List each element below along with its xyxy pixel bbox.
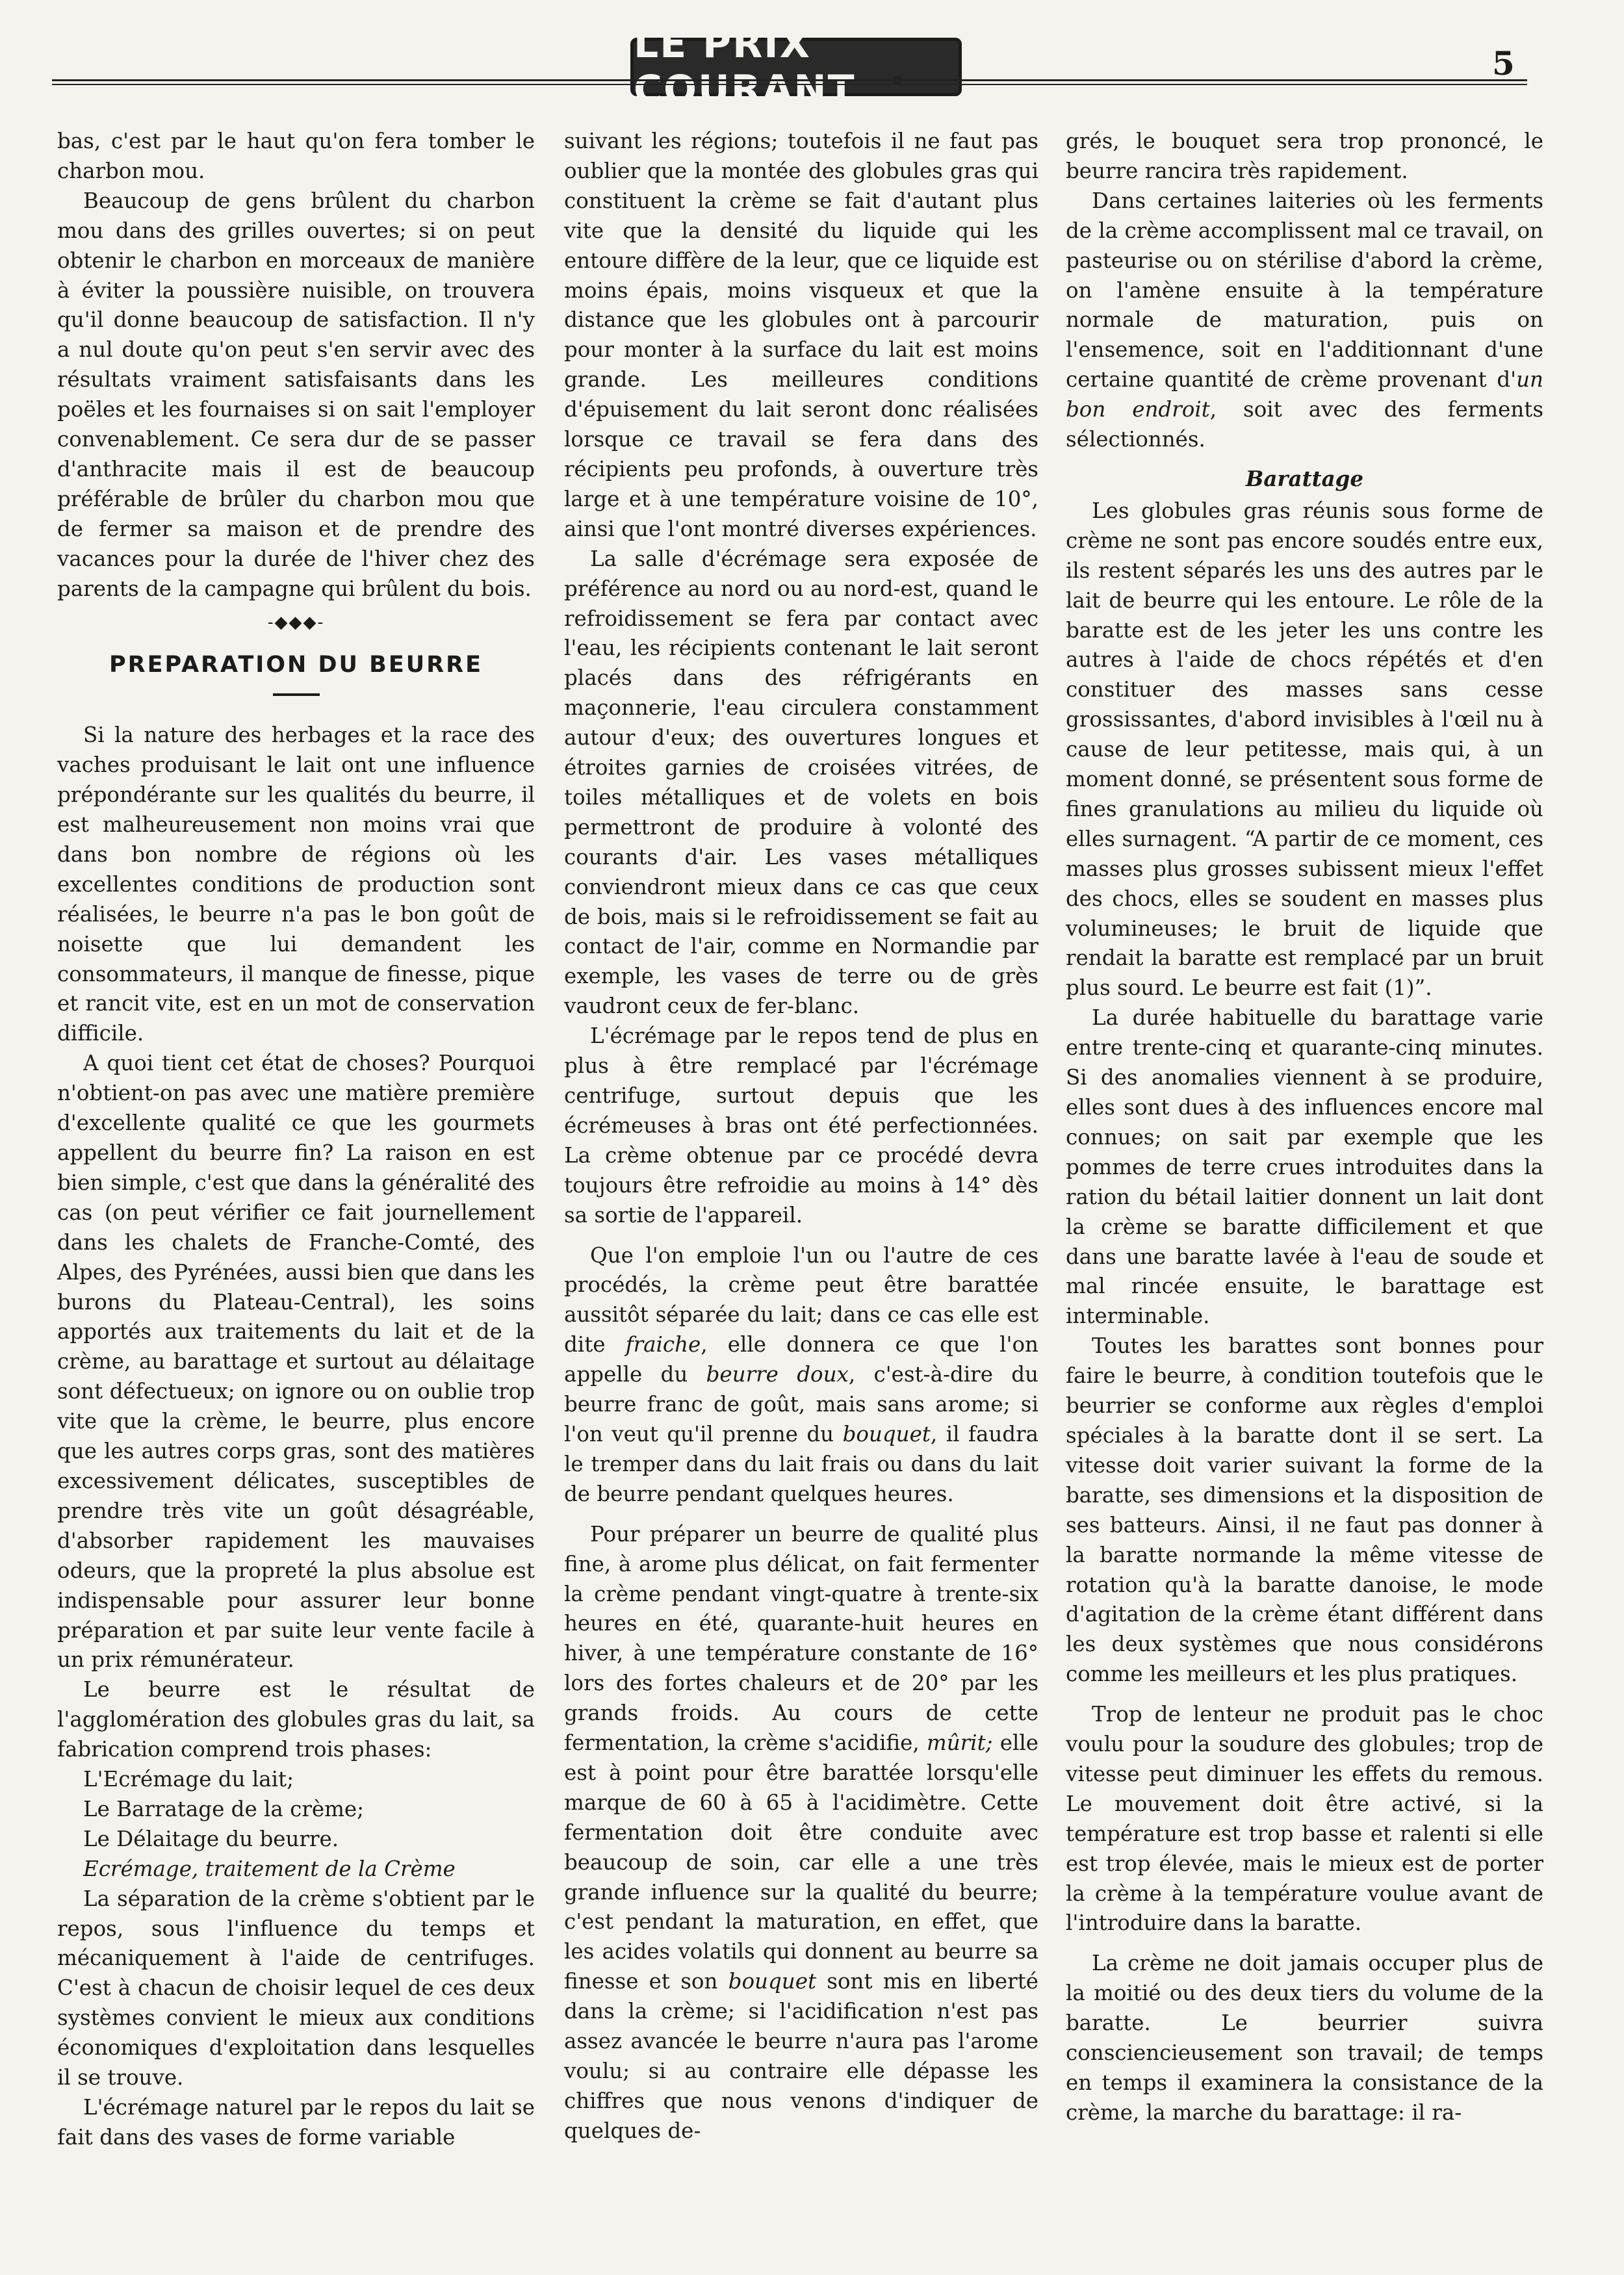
column-3 (1066, 127, 1543, 2128)
emphasis: bouquet (728, 1969, 817, 1994)
paragraph (1066, 186, 1543, 455)
paragraph (564, 1241, 1038, 1510)
emphasis: fraiche (625, 1332, 701, 1357)
paragraph: A quoi tient cet état de choses? Pourquoi n'obtient-on pas avec une matière première d'excellente qualité ce que les gourmets appellent du beurre fin? La raison en est bien simple, c'est que dans la généralité des cas (on peut vérifier ce fait journellement dans les chalets de Franche-Comté, des Alpes, des Pyrénées, aussi bien que dans les burons du Plateau-Central), les soins apportés aux traitements du lait et de la crème, au barattage et surtout au délaitage sont défectueux; on ignore ou on oublie trop vite que la crème, le beurre, plus encore que les autres corps gras, sont des matières excessivement délicates, susceptibles de prendre très vite un goût désagréable, d'absorber rapidement les mauvaises odeurs, que la propreté la plus absolue est indispensable pour assurer leur bonne préparation et par suite leur vente facile à un prix rémunérateur. (57, 1051, 535, 1673)
list-item: Le Délaitage du beurre. (83, 1826, 339, 1851)
text-run: , il faudra le tremper dans du lait frais ou dans du lait de beurre pendant quelques heures. (564, 1421, 1038, 1506)
paragraph: bas, c'est par le haut qu'on fera tomber le charbon mou. (57, 129, 535, 183)
text-run: , elle donnera ce que l'on appelle du (564, 1332, 1038, 1387)
page-number: 5 (1492, 44, 1515, 83)
header-rule-ornament (893, 75, 902, 84)
header-rule (52, 79, 1527, 85)
emphasis: beurre doux (706, 1362, 849, 1387)
masthead (0, 21, 1624, 112)
paragraph: Toutes les barattes sont bonnes pour faire le beurre, à condition toutefois que le beurrier se conforme aux règles d'emploi spéciales à la baratte dont il se sert. La vitesse doit varier suivant la forme de la baratte, ses dimensions et la disposition de ses batteurs. Ainsi, il ne faut pas donner à la baratte normande la même vitesse de rotation qu'à la baratte danoise, le mode d'agitation de la crème étant différent dans les deux systèmes que nous considérons comme les meilleurs et les plus pratiques. (1066, 1333, 1543, 1687)
paragraph: L'écrémage naturel par le repos du lait se fait dans des vases de forme variable (57, 2095, 535, 2150)
paragraph: L'écrémage par le repos tend de plus en plus à être remplacé par l'écrémage centrifuge, surtout depuis que les écrémeuses à bras ont été perfectionnées. La crème obtenue par ce procédé devra toujours être refroidie au moins à 14° dès sa sortie de l'appareil. (564, 1023, 1038, 1227)
paragraph: Beaucoup de gens brûlent du charbon mou dans des grilles ouvertes; si on peut obtenir le charbon en morceaux de manière à éviter la poussière nuisible, on trouvera qu'il donne beaucoup de satisfaction. Il n'y a nul doute qu'on peut s'en servir avec des résultats vraiment satisfaisants dans les poëles et les fournaises si on sait l'employer convenablement. Ce sera dur de se passer d'anthracite mais il est de beaucoup préférable de brûler du charbon mou que de fermer sa maison et de prendre des vacances pour la durée de l'hiver chez des parents de la campagne qui brûlent du bois. (57, 188, 535, 601)
paragraph: La séparation de la crème s'obtient par le repos, sous l'influence du temps et mécaniquement à l'aide de centrifuges. C'est à chacun de choisir lequel de ces deux systèmes convient le mieux aux conditions économiques d'exploitation dans lesquelles il se trouve. (57, 1886, 535, 2090)
list-item: L'Ecrémage du lait; (83, 1767, 294, 1792)
emphasis: un bon endroit (1066, 367, 1543, 422)
text-run: , c'est-à-dire du beurre franc de goût, mais sans arome; si l'on veut qu'il prenne du (564, 1362, 1038, 1446)
column-1 (57, 127, 535, 2153)
paragraph: Trop de lenteur ne produit pas le choc voulu pour la soudure des globules; trop de vitesse peut diminuer les effets du remous. Le mouvement doit être activé, si la température est trop basse et ralenti si elle est trop élevée, mais le mieux est de porter la crème à la température voulue avant de l'introduire dans la baratte. (1066, 1702, 1543, 1936)
list-item: Le Barratage de la crème; (83, 1796, 365, 1821)
paragraph (564, 1520, 1038, 2146)
column-2 (564, 127, 1038, 2146)
paragraph: Les globules gras réunis sous forme de crème ne sont pas encore soudés entre eux, ils restent séparés les uns des autres par le lait de beurre qui les entoure. Le rôle de la baratte est de les jeter les uns contre les autres à l'aide de chocs répétés et d'en constituer des masses sans cesse grossissantes, d'abord invisibles à l'œil nu à cause de leur petitesse, mais qui, à un moment donné, se présentent sous forme de fines granulations au milieu du liquide où elles surnagent. “A partir de ce moment, ces masses plus grosses subissent mieux l'effet des chocs, elles se soudent en masses plus volumineuses; le bruit de liquide que rendait la baratte est remplacé par un bruit plus sourd. Le beurre est fait (1)”. (1066, 498, 1543, 1001)
paragraph: suivant les régions; toutefois il ne faut pas oublier que la montée des globules gras qui constituent la crème se fait d'autant plus vite que la densité du liquide qui les entoure diffère de la leur, que ce liquide est moins épais, moins visqueux et que la distance que les globules ont à parcourir pour monter à la surface du lait est moins grande. Les meilleures conditions d'épuisement du lait seront donc réalisées lorsque ce travail se fera dans des récipients peu profonds, à ouverture très large et à une température voisine de 10°, ainsi que l'ont montré diverses expériences. (564, 129, 1038, 541)
subheading: Barattage (1245, 465, 1364, 491)
text-run: Pour préparer un beurre de qualité plus fine, à arome plus délicat, on fait fermenter la crème pendant vingt-quatre à trente-six heures en été, quarante-huit heures en hiver, à une température constante de 16° lors des fortes chaleurs et de 20° par les grands froids. Au cours de cette fermentation, la crème s'acidifie, (564, 1521, 1038, 1756)
text-run: Dans certaines laiteries où les ferments de la crème accomplissent mal ce travail, on pasteurise ou on stérilise d'abord la crème, on l'amène ensuite à la température normale de maturation, puis on l'ensemence, soit en l'additionnant d'une certaine quantité de crème provenant d' (1066, 188, 1543, 392)
paragraph: Le beurre est le résultat de l'agglomération des globules gras du lait, sa fabrication comprend trois phases: (57, 1677, 535, 1762)
paragraph: grés, le bouquet sera trop prononcé, le beurre rancira très rapidement. (1066, 129, 1543, 183)
emphasis: bouquet (842, 1421, 931, 1446)
paragraph: Si la nature des herbages et la race des vaches produisant le lait ont une influence prépondérante sur les qualités du beurre, il est malheureusement non moins vrai que dans bon nombre de régions où les excellentes conditions de production sont réalisées, le beurre n'a pas le bon goût de noisette que lui demandent les consommateurs, il manque de finesse, pique et rancit vite, est en un mot de conservation difficile. (57, 723, 535, 1046)
paragraph: La durée habituelle du barattage varie entre trente-cinq et quarante-cinq minutes. Si des anomalies viennent à se produire, elles sont dues à des influences encore mal connues; on sait par exemple que les pommes de terre crues introduites dans la ration du bétail laitier donnent un lait dont la crème se baratte difficilement et que dans une baratte lavée à l'eau de soude et mal rincée ensuite, le barattage est interminable. (1066, 1005, 1543, 1329)
text-run: Que l'on emploie l'un ou l'autre de ces procédés, la crème peut être barattée aussitôt séparée du lait; dans ce cas elle est dite (564, 1242, 1038, 1357)
newspaper-logo: LE PRIX COURANT (630, 38, 962, 96)
paragraph: La crème ne doit jamais occuper plus de la moitié ou des deux tiers du volume de la baratte. Le beurrier suivra consciencieusement son travail; de temps en temps il examinera la consistance de la crème, la marche du barattage: il ra- (1066, 1951, 1543, 2125)
text-run: , soit avec des ferments sélectionnés. (1066, 397, 1543, 452)
text-run: sont mis en liberté dans la crème; si l'acidification n'est pas assez avancée le beurre n'aura pas l'arome voulu; si au contraire elle dépasse les chiffres que nous venons d'indiquer de quelques de- (564, 1969, 1038, 2143)
emphasis: mûrit; (926, 1730, 993, 1756)
section-heading: PREPARATION DU BEURRE (109, 652, 483, 678)
subheading: Ecrémage, traitement de la Crème (83, 1856, 456, 1881)
paragraph: La salle d'écrémage sera exposée de préférence au nord ou au nord-est, quand le refroidissement se fera par contact avec l'eau, les récipients contenant le lait seront placés dans des réfrigérants en maçonnerie, l'eau circulera constamment autour d'eux; des ouvertures longues et étroites garnies de croisées vitrées, de toiles métalliques et de volets en bois permettront de produire à volonté des courants d'air. Les vases métalliques conviendront mieux dans ce cas que ceux de bois, mais si le refroidissement se fait au contact de l'air, comme en Normandie par exemple, les vases de terre ou de grès vaudront ceux de fer-blanc. (564, 546, 1038, 1019)
section-divider-ornament: -◆◆◆- (267, 612, 325, 632)
text-run: elle est à point pour être barattée lorsqu'elle marque de 60 à 65 à l'acidimètre. Cette fermentation doit être conduite avec beaucoup de soin, car elle a une très grande influence sur la qualité du beurre; c'est pendant la maturation, en effet, que les acides volatils qui donnent au beurre sa finesse et son (564, 1730, 1038, 1994)
heading-rule (273, 693, 320, 696)
